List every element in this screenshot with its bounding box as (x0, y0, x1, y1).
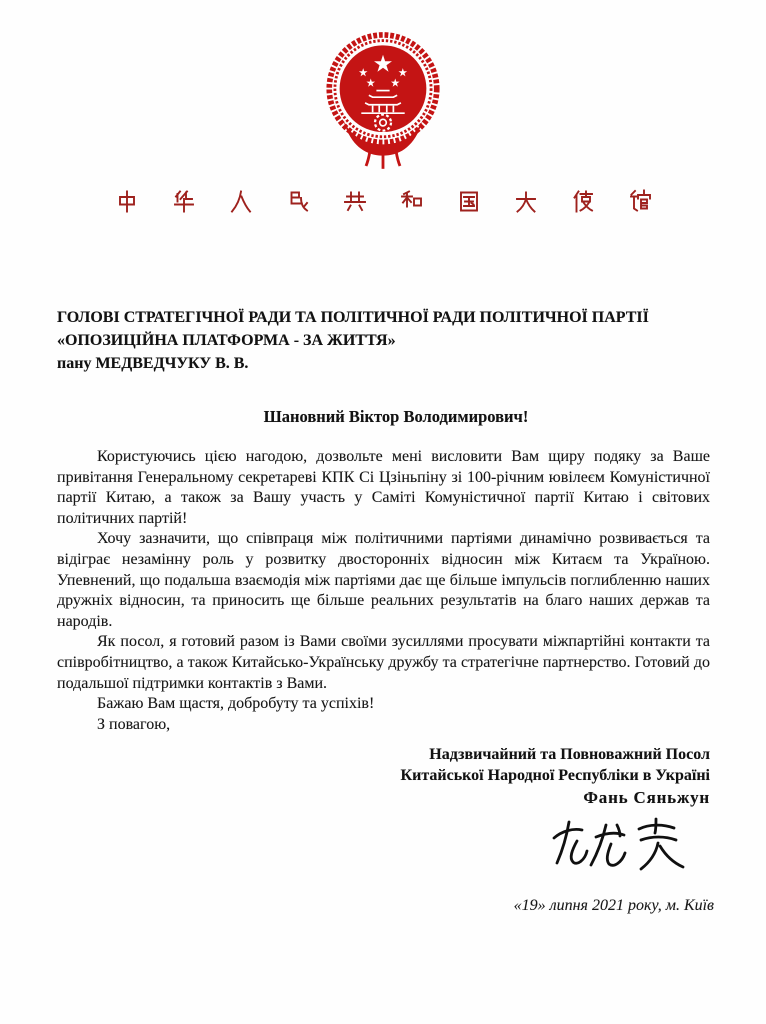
recipient-line-2: «ОПОЗИЦІЙНА ПЛАТФОРМА - ЗА ЖИТТЯ» (57, 332, 396, 349)
body-paragraph-2: Хочу зазначити, що співпраця між політичними партіями динамічно розвивається та відіграє незамінну роль у розвитку двосторонніх відносин між Китаєм та Україною. Упевнений, що подальша взаємодія між партіями дає ще більше імпульсів поглибленню наших дружніх відносин, та приносить ще більше реальних результатів на благо наших держав та народів. (57, 530, 710, 630)
ambassador-title-line-2: Китайської Народної Республіки в Україні (400, 767, 710, 784)
letter-body (57, 447, 710, 735)
body-paragraph-1: Користуючись цією нагодою, дозвольте мені висловити Вам щиру подяку за Ваше привітання Генеральному секретареві КПК Сі Цзіньпіну зі 100-річним ювілеєм Комуністичної партії Китаю, а також за Вашу участь у Саміті Комуністичної партії Китаю і світових політичних партій! (57, 448, 710, 527)
wish-line: Бажаю Вам щастя, добробуту та успіхів! (97, 695, 375, 713)
embassy-name-chinese-glyphs (115, 188, 652, 215)
signature-block (401, 744, 710, 808)
ambassador-title-line-1: Надзвичайний та Повноважний Посол (429, 746, 710, 763)
date-line: «19» липня 2021 року, м. Київ (513, 897, 714, 914)
closing-line: З повагою, (97, 715, 171, 733)
embassy-name-chinese (0, 188, 766, 215)
recipient-line-1: ГОЛОВІ СТРАТЕГІЧНОЇ РАДИ ТА ПОЛІТИЧНОЇ РАДИ ПОЛІТИЧНОЇ ПАРТІЇ (57, 309, 649, 326)
recipient-line-3: пану МЕДВЕДЧУКУ В. В. (57, 355, 249, 372)
ambassador-name: Фань Сяньжун (583, 788, 710, 807)
salutation: Шановний Віктор Володимирович! (263, 407, 529, 426)
prc-national-emblem-icon (317, 30, 449, 175)
recipient-block (57, 306, 718, 375)
handwritten-signature-icon (546, 816, 701, 878)
body-paragraph-3: Як посол, я готовий разом із Вами своїми зусиллями просувати міжпартійні контакти та співробітництво, а також Китайсько-Українську дружбу та стратегічне партнерство. Готовий до подальшої підтримки контактів з Вами. (57, 633, 710, 692)
handwritten-signature (546, 816, 701, 883)
